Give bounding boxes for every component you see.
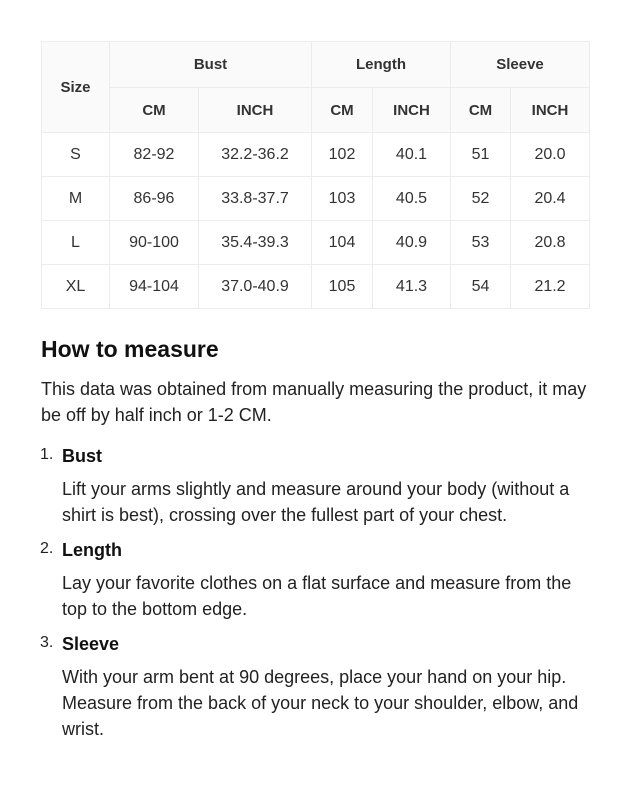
table-cell: 20.8: [511, 221, 590, 265]
table-row: [42, 221, 590, 265]
size-cell: XL: [42, 265, 110, 309]
step-title: Bust: [62, 446, 102, 466]
step-description: Lay your favorite clothes on a flat surface and measure from the top to the bottom edge.: [62, 573, 572, 619]
step-title: Sleeve: [62, 634, 120, 654]
step-title: Length: [62, 540, 122, 560]
size-chart-table: [41, 41, 590, 309]
table-cell: 102: [312, 133, 373, 177]
table-cell: 21.2: [511, 265, 590, 309]
size-cell: S: [42, 133, 110, 177]
table-cell: 105: [312, 265, 373, 309]
size-cell: M: [42, 177, 110, 221]
table-row: [42, 265, 590, 309]
table-cell: 54: [451, 265, 511, 309]
table-cell: 32.2-36.2: [199, 133, 312, 177]
table-cell: 53: [451, 221, 511, 265]
step-number: 3.: [40, 634, 54, 651]
table-cell: 103: [312, 177, 373, 221]
table-row: [42, 133, 590, 177]
table-cell: 51: [451, 133, 511, 177]
table-cell: 104: [312, 221, 373, 265]
unit-header: INCH: [373, 88, 451, 133]
how-to-measure-heading: How to measure: [41, 336, 219, 362]
table-cell: 82-92: [110, 133, 199, 177]
measure-intro-text: This data was obtained from manually measuring the product, it may be off by half inch or 1-2 CM.: [41, 379, 587, 425]
size-cell: L: [42, 221, 110, 265]
step-description: Lift your arms slightly and measure around your body (without a shirt is best), crossing over the fullest part of your chest.: [62, 479, 570, 525]
table-cell: 20.4: [511, 177, 590, 221]
table-cell: 35.4-39.3: [199, 221, 312, 265]
table-cell: 86-96: [110, 177, 199, 221]
table-cell: 20.0: [511, 133, 590, 177]
step-number: 2.: [40, 540, 54, 557]
table-cell: 90-100: [110, 221, 199, 265]
table-cell: 40.5: [373, 177, 451, 221]
measure-step-bust: [40, 444, 600, 528]
table-cell: 40.9: [373, 221, 451, 265]
length-group-header: Length: [312, 42, 451, 88]
table-cell: 41.3: [373, 265, 451, 309]
table-row: [42, 177, 590, 221]
unit-header: CM: [110, 88, 199, 133]
table-cell: 40.1: [373, 133, 451, 177]
table-cell: 37.0-40.9: [199, 265, 312, 309]
step-description: With your arm bent at 90 degrees, place your hand on your hip. Measure from the back of your neck to your shoulder, elbow, and wrist.: [62, 667, 579, 739]
table-group-header-row: [42, 42, 590, 88]
unit-header: CM: [312, 88, 373, 133]
measure-steps-list: [40, 444, 600, 752]
size-column-header: Size: [42, 42, 110, 133]
measure-step-sleeve: [40, 632, 600, 742]
table-unit-header-row: [42, 88, 590, 133]
unit-header: CM: [451, 88, 511, 133]
table-cell: 52: [451, 177, 511, 221]
bust-group-header: Bust: [110, 42, 312, 88]
table-cell: 94-104: [110, 265, 199, 309]
unit-header: INCH: [199, 88, 312, 133]
table-cell: 33.8-37.7: [199, 177, 312, 221]
measure-step-length: [40, 538, 600, 622]
sleeve-group-header: Sleeve: [451, 42, 590, 88]
step-number: 1.: [40, 446, 54, 463]
unit-header: INCH: [511, 88, 590, 133]
